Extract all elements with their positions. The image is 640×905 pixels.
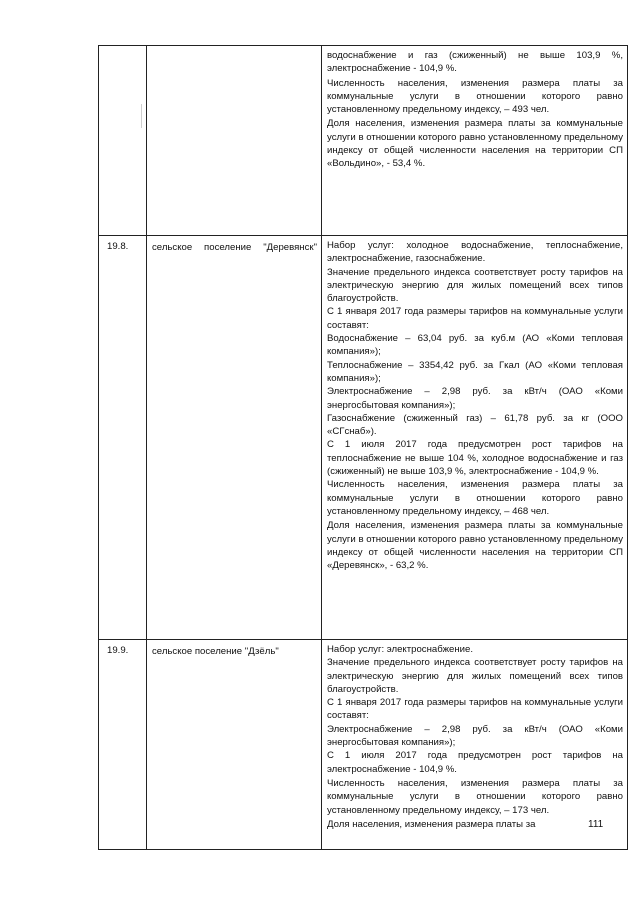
description-line: С 1 июля 2017 года предусмотрен рост тарифов на электроснабжение - 104,9 %.: [327, 750, 623, 775]
row-number-cell: [99, 236, 147, 640]
description-line: Численность населения, изменения размера платы за коммунальные услуги в отношении которого равно установленному предельному индексу, – 468 чел.: [327, 479, 623, 517]
description-line: Доля населения, изменения размера платы за коммунальные услуги в отношении которого равно установленному предельному индексу от общей численности населения на территории СП «Деревянск», - 63,2 %.: [327, 520, 623, 572]
table-row: [99, 46, 628, 236]
row-number: [99, 46, 146, 51]
settlement-name-cell: [147, 640, 322, 850]
description-line: Доля населения, изменения размера платы за: [327, 818, 536, 830]
description-line: Набор услуг: электроснабжение.: [327, 644, 474, 655]
tariff-table: [98, 45, 628, 850]
description-line: Доля населения, изменения размера платы за коммунальные услуги в отношении которого равно установленному предельному индексу от общей численности населения на территории СП «Вольдино», - 53,4 %.: [327, 118, 623, 170]
description-line: Теплоснабжение – 3354,42 руб. за Гкал (АО «Коми тепловая компания»);: [327, 359, 623, 384]
table-row: [99, 236, 628, 640]
description-line: Газоснабжение (сжиженный газ) – 61,78 руб. за кг (ООО «СГснаб»).: [327, 412, 623, 438]
description-line: Численность населения, изменения размера платы за коммунальные услуги в отношении которого равно установленному предельному индексу, – 493 чел.: [327, 77, 623, 116]
row-number: 19.8.: [107, 241, 129, 252]
page-number: 111: [588, 819, 604, 830]
description-line: Электроснабжение – 2,98 руб. за кВт/ч (ОАО «Коми энергосбытовая компания»);: [327, 386, 623, 411]
settlement-name: [147, 46, 321, 51]
description-line: Численность населения, изменения размера платы за коммунальные услуги в отношении которого равно установленному предельному индексу, – 173 чел.: [327, 777, 623, 816]
settlement-name: сельское поселение "Деревянск": [152, 242, 317, 253]
description-line: Электроснабжение – 2,98 руб. за кВт/ч (ОАО «Коми энергосбытовая компания»);: [327, 723, 623, 749]
description-cell: [322, 640, 628, 850]
row-number: 19.9.: [107, 645, 129, 656]
description-line: С 1 июля 2017 года предусмотрен рост тарифов на теплоснабжение не выше 104 %, холодное водоснабжение и газ (сжиженный) не выше 103,9 %, электроснабжение - 104,9 %.: [327, 439, 623, 478]
row-number-cell: [99, 46, 147, 236]
description-line: С 1 января 2017 года размеры тарифов на коммунальные услуги составят:: [327, 697, 623, 722]
description-line: Водоснабжение – 63,04 руб. за куб.м (АО «Коми тепловая компания»);: [327, 333, 623, 358]
description-cell: [322, 46, 628, 236]
description-line: Значение предельного индекса соответствует росту тарифов на электрическую энергию для жилых помещений всех типов благоустройств.: [327, 657, 623, 695]
description-line: водоснабжение и газ (сжиженный) не выше 103,9 %, электроснабжение - 104,9 %.: [327, 50, 623, 75]
row-number-cell: [99, 640, 147, 850]
description-line: Набор услуг: холодное водоснабжение, теплоснабжение, электроснабжение, газоснабжение.: [327, 240, 623, 265]
settlement-name-cell: [147, 236, 322, 640]
table-row: [99, 640, 628, 850]
description-line: Значение предельного индекса соответствует росту тарифов на электрическую энергию для жилых помещений всех типов благоустройств.: [327, 266, 623, 305]
settlement-name: сельское поселение "Дзёль": [152, 646, 279, 657]
description-line: С 1 января 2017 года размеры тарифов на коммунальные услуги составят:: [327, 306, 623, 331]
settlement-name-cell: [147, 46, 322, 236]
description-cell: [322, 236, 628, 640]
